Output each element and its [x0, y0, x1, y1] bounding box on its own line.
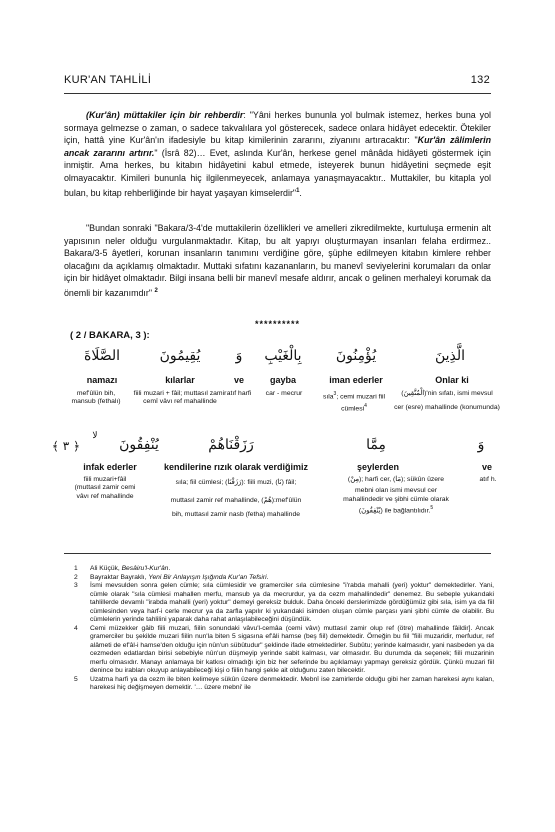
turkish-meaning: şeylerden [356, 462, 400, 472]
grammar-note [322, 390, 386, 413]
grammar-text: (الْمُتَّقِينَ)'nin sıfatı, ismi mevsul [401, 390, 493, 397]
page-number: 132 [470, 74, 490, 86]
footnote-ref: 5 [430, 505, 434, 512]
grammar-note: mef'ûlün bih, mansub (fethalı) [71, 390, 121, 406]
arabic-word: يُقِيمُونَ [159, 348, 201, 364]
footnote-title: Besâiru'l-Kur'ân [121, 565, 169, 572]
arabic-word: يُنْفِقُونَ [119, 437, 159, 453]
grammar-note [336, 476, 456, 516]
paragraph-lead: (Kur'ân) müttakiler için bir rehberdir [86, 110, 244, 120]
grammar-text: (مِنْ); harfi cer, (مَا); sükûn üzere [347, 476, 445, 483]
footnote-ref: 4 [364, 402, 367, 409]
footnote-number: 2 [74, 573, 78, 581]
footnote-text: Bayraktar Bayraklı, [90, 573, 149, 581]
turkish-meaning: iman ederler [329, 375, 383, 385]
footnote-item [64, 565, 494, 574]
header-rule [64, 93, 491, 94]
footnote-number: 3 [74, 582, 78, 589]
grammar-note: atıf h. [479, 476, 497, 483]
footnote-ref: 2 [154, 287, 158, 294]
running-title: KUR'AN TAHLİLİ [64, 74, 152, 86]
paragraph-1 [64, 109, 491, 199]
running-header [64, 74, 490, 90]
footnote-item [64, 582, 494, 625]
arabic-word: مِمَّا [366, 437, 386, 453]
arabic-word: الصَّلَاةَ [84, 348, 120, 364]
grammar-text: sıla [322, 393, 334, 401]
grammar-text: bih, muttasıl zamir nasb (fetha) mahallinde [171, 510, 301, 518]
footnote-item [64, 676, 494, 693]
verse-number-marker: ﴿ ٣ ﴾ [51, 439, 81, 453]
footnote-item [64, 574, 494, 583]
paragraph-text: " (İsrâ 82)… Evet, aslında Kur'ân, herkese genel mânâda hidâyeti göstermek için inmiştir. Ama herkes, bu kitabın hidâyetini kabul etmede, isteyerek bunun hidâyetini seçmede eşit olmayacaktır. Kimileri bununla hiç ilgilenmeyecek, anlamaya yanaşmayacaktır.. Muttakiler, bu kitapla yol bulan, bu kitap rehberliğinde bir hayat yaşayan kimselerdir" [64, 147, 491, 198]
grammar-text: muttasıl zamir ref mahallinde, (هُمْ):mef'ûlün [170, 497, 302, 505]
paragraph-text: : "Yâni herkes bununla yol bulmak istemez, herkes buna yol sormaya gelmezse o zaman, o sadece takvalılara yol gösterecek, sadece onlara hidâyet edecektir. Ötekiler için, hattâ yine Kur'ân'ın ifadesiyle bu kitap kimilerinin zararını, ziyanını artıracaktır: " [64, 110, 491, 146]
footnote-item [64, 625, 494, 676]
turkish-meaning: kendilerine rızık olarak verdiğimiz [163, 462, 309, 472]
turkish-meaning: ve [481, 462, 492, 472]
footnote-number: 5 [74, 675, 78, 683]
footnote-text: Uzatma harfi ya da cezm ile biten kelimeye sükûn üzere denmektedir. Mebnî ise zamirlerde olduğu gibi her zaman harekesi aynı kalan, harekesi hiç değişmeyen demektir. '… üzere mebni' ile [90, 675, 494, 691]
footnote-text: Cemi müzekker gâib fiili muzari, fiilin sonundaki vâvu'l-cemâa (cemi vâvı) muttasıl zamir olup ref (ötre) mahallinde fâildir]. Ancak gramerciler bu şekilde muzari fiilin nun'la biten 5 sigasına ef'âli hamse (beş fiil) demektedir. Örneğin bu fiil "fiili muzaridir, merfudur, ref alâmeti de ef'âl-i hamse'den olduğu için nûn'un sübûtudur" şeklinde ifade etmektedirler. Subûtu; yerinde kalmasıdır, yani nasbeden ya da cezmeden edatlardan birisi sebebiyle nûn'un düşmeyip yerinde sabit kalması, var olmasıdır. Bu durumda da seçenek; fiili muzarinin merfu olmasıdır. Manayı anlamaya bir katkısı olmadığı için biz her seferinde bu açıklamayı yapmayı gereksiz gördük. Çünkü muzari fiil denince bu irabları okuyup anlayabileceği kişi o fiilin hangi şekle ait olduğunu zaten bilecektir. [90, 624, 494, 674]
paragraph-text: . [299, 187, 302, 198]
footnote-text: İsmi mevsulden sonra gelen cümle; sıla cümlesidir ve gramerciler sıla cümlesine "i'rabda mahalli (yeri) yoktur" demektedirler. Yani, cümle olarak "sıla cümlesi mahallen merfu, mansub ya da mecrurdur, ya da cezm mahallindedir" denemez. Bu sebeple yukarıdaki tahlillerde devamlı "irabda mahalli (yeri) yoktur" demeyi gereksiz bulduk. Daha önceki derslerimizde gördüğümüz gibi sıla, isim ya da fiil cümlesinden veya harf-i cerle mecrur ya da zarfla yapılır ki yukarıdaki isimden oluşan cümle parçası yani şibhi cümle de olabilir. Bu cümlelerin yerinde tahlilini yaparak daha rahat anlaşılabileceğini düşündük. [90, 582, 494, 623]
arabic-word: وَ [235, 348, 243, 364]
arabic-word: الَّذِينَ [434, 348, 466, 364]
turkish-meaning: Onlar ki [435, 375, 469, 385]
arabic-word: يُؤْمِنُونَ [335, 348, 377, 364]
grammar-note: fiili muzari + fâil; muttasıl zamir cemî vâvı ref mahallinde [133, 390, 227, 406]
verse-reference: ( 2 / BAKARA, 3 ): [70, 330, 150, 341]
arabic-word: وَ [477, 437, 485, 453]
waqf-mark: لا [92, 431, 98, 441]
paragraph-text: "Bundan sonraki "Bakara/3-4'de muttakilerin özellikleri ve amelleri zikredilmekte, kurtuluşa ermenin alt yapısının neler olduğu vurgulanmaktadır. Kitap, bu alt yapıyı oluşturmayan insanları felaha erdirmez.. Bakara/3-5 âyetleri, korunan insanların tanımını verdiğine göre, şüphe edilmeyen kitabın kimlere rehber olacağını da açıklamış olmaktadır. Muttaki sıfatını kazananların, bu manevî seviyelerini korumaları da onlar için bir hidâyet olmaktadır. Bilgi insana belli bir manevî mesafe aldırır, ancak o gelinen merhaleyi korumak da önemli bir kazanımdır" [64, 223, 491, 298]
footnote-ref: 3 [333, 391, 337, 397]
footnote-rule [64, 553, 491, 554]
arabic-word: رَزَقْنَاهُمْ [208, 437, 254, 453]
paragraph-2 [64, 222, 491, 300]
footnote-ref: 1 [296, 187, 300, 194]
grammar-text: ; cemi muzari fiil cümlesi [336, 393, 386, 412]
footnote-number: 4 [74, 624, 78, 632]
turkish-meaning: infak ederler [83, 462, 137, 472]
footnote-number: 1 [74, 565, 78, 572]
footnotes [64, 565, 494, 693]
grammar-note [392, 390, 502, 413]
grammar-note: atıf harfi [226, 390, 252, 397]
footnote-text: . [168, 565, 171, 572]
footnote-text: Ali Küçük, [90, 565, 122, 572]
grammar-note: fiili muzari+fâil (muttasıl zamir cemi vâvı ref mahallinde [74, 476, 136, 500]
grammar-text: mebni olan ismi mevsul cer mahallindedir ve şibhi cümle olarak (يُنْفِقُونَ) ile bağlantılıdır. [343, 487, 449, 515]
turkish-meaning: namazı [86, 375, 118, 385]
arabic-word: بِالْغَيْبِ [264, 348, 302, 364]
grammar-note: car - mecrur [265, 390, 303, 397]
footnote-title: Yeni Bir Anlayışın Işığında Kur'an Tefsiri [148, 573, 267, 581]
grammar-note [146, 479, 326, 519]
footnote-text: . [266, 573, 269, 581]
turkish-meaning: gayba [269, 375, 296, 385]
grammar-text: cer (esre) mahallinde (konumunda) [394, 404, 500, 412]
turkish-meaning: ve [233, 375, 244, 385]
quote-text: Kur'ân zâlimlerin ancak zararını artırır. [64, 135, 491, 158]
section-divider: ********** [254, 319, 301, 329]
turkish-meaning: kılarlar [165, 375, 195, 385]
grammar-text: sıla; fiil cümlesi; (رَزَقْنَا): fiili muzi, (نَا) fâil; [175, 479, 297, 486]
